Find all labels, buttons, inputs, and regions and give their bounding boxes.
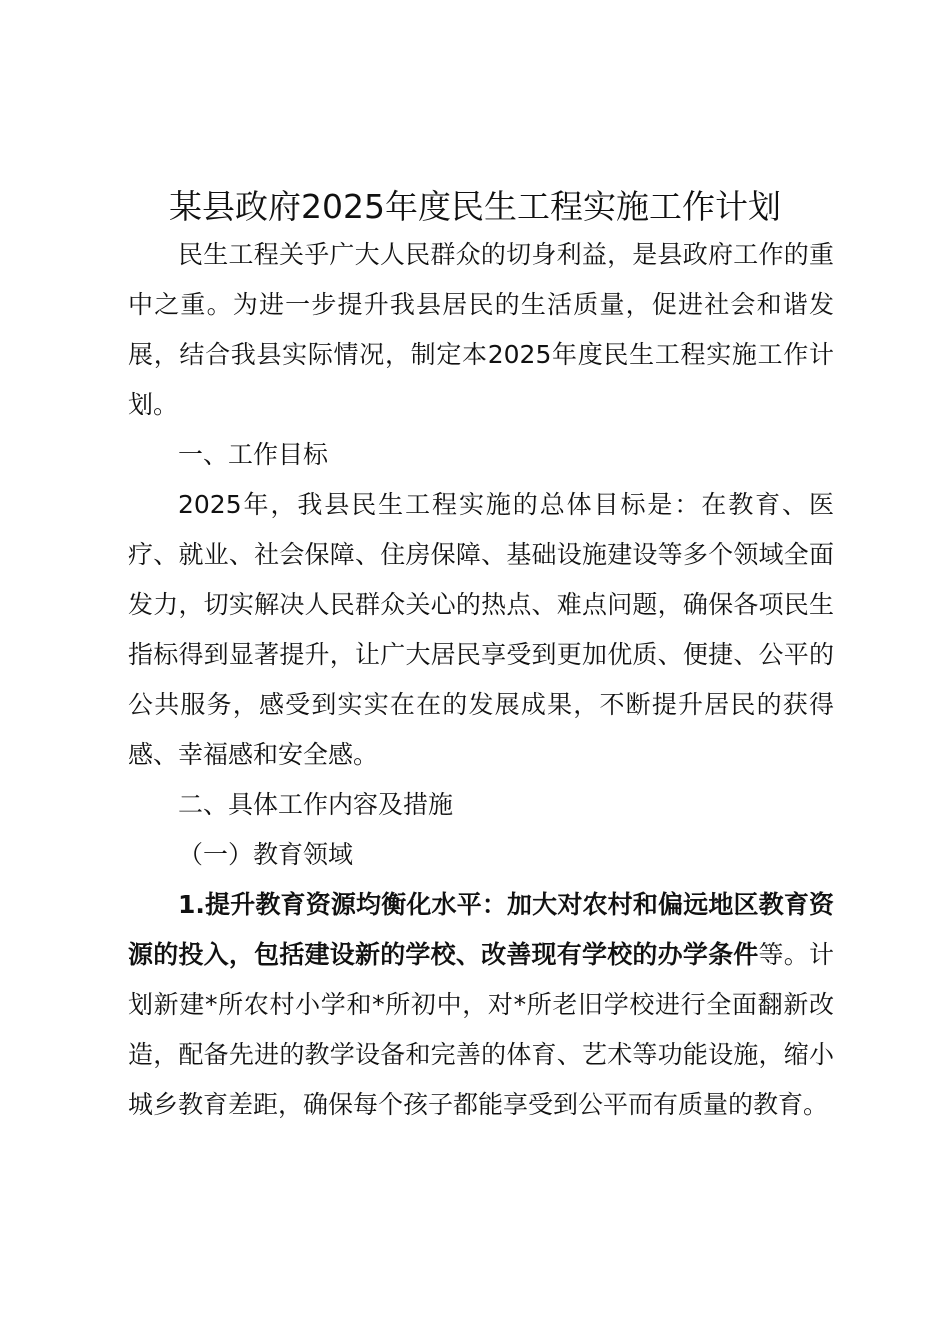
subsection-heading-education: （一）教育领域 <box>178 840 354 869</box>
section-heading-measures: 二、具体工作内容及措施 <box>178 790 454 819</box>
education-item-1-text: 等。计划新建*所农村小学和*所初中，对*所老旧学校进行全面翻新改造，配备先进的教学设备和完善的体育、艺术等功能设施，缩小城乡教育差距，确保每个孩子都能享受到公平而有质量的教育。 <box>128 940 834 1119</box>
goals-paragraph: 2025年，我县民生工程实施的总体目标是：在教育、医疗、就业、社会保障、住房保障、基础设施建设等多个领域全面发力，切实解决人民群众关心的热点、难点问题，确保各项民生指标得到显著提升，让广大居民享受到更加优质、便捷、公平的公共服务，感受到实实在在的发展成果，不断提升居民的获得感、幸福感和安全感。 <box>128 490 834 769</box>
section-heading-goals: 一、工作目标 <box>178 440 329 469</box>
document-body <box>128 230 834 1130</box>
intro-paragraph: 民生工程关乎广大人民群众的切身利益，是县政府工作的重中之重。为进一步提升我县居民的生活质量，促进社会和谐发展，结合我县实际情况，制定本2025年度民生工程实施工作计划。 <box>128 240 834 419</box>
education-item-1-lead: 1.提升教育资源均衡化水平：加大对农村和偏远地区教育资源的投入，包括建设新的学校、改善现有学校的办学条件 <box>128 890 834 969</box>
education-item-1 <box>128 880 834 1130</box>
document-title: 某县政府2025年度民生工程实施工作计划 <box>169 187 781 226</box>
